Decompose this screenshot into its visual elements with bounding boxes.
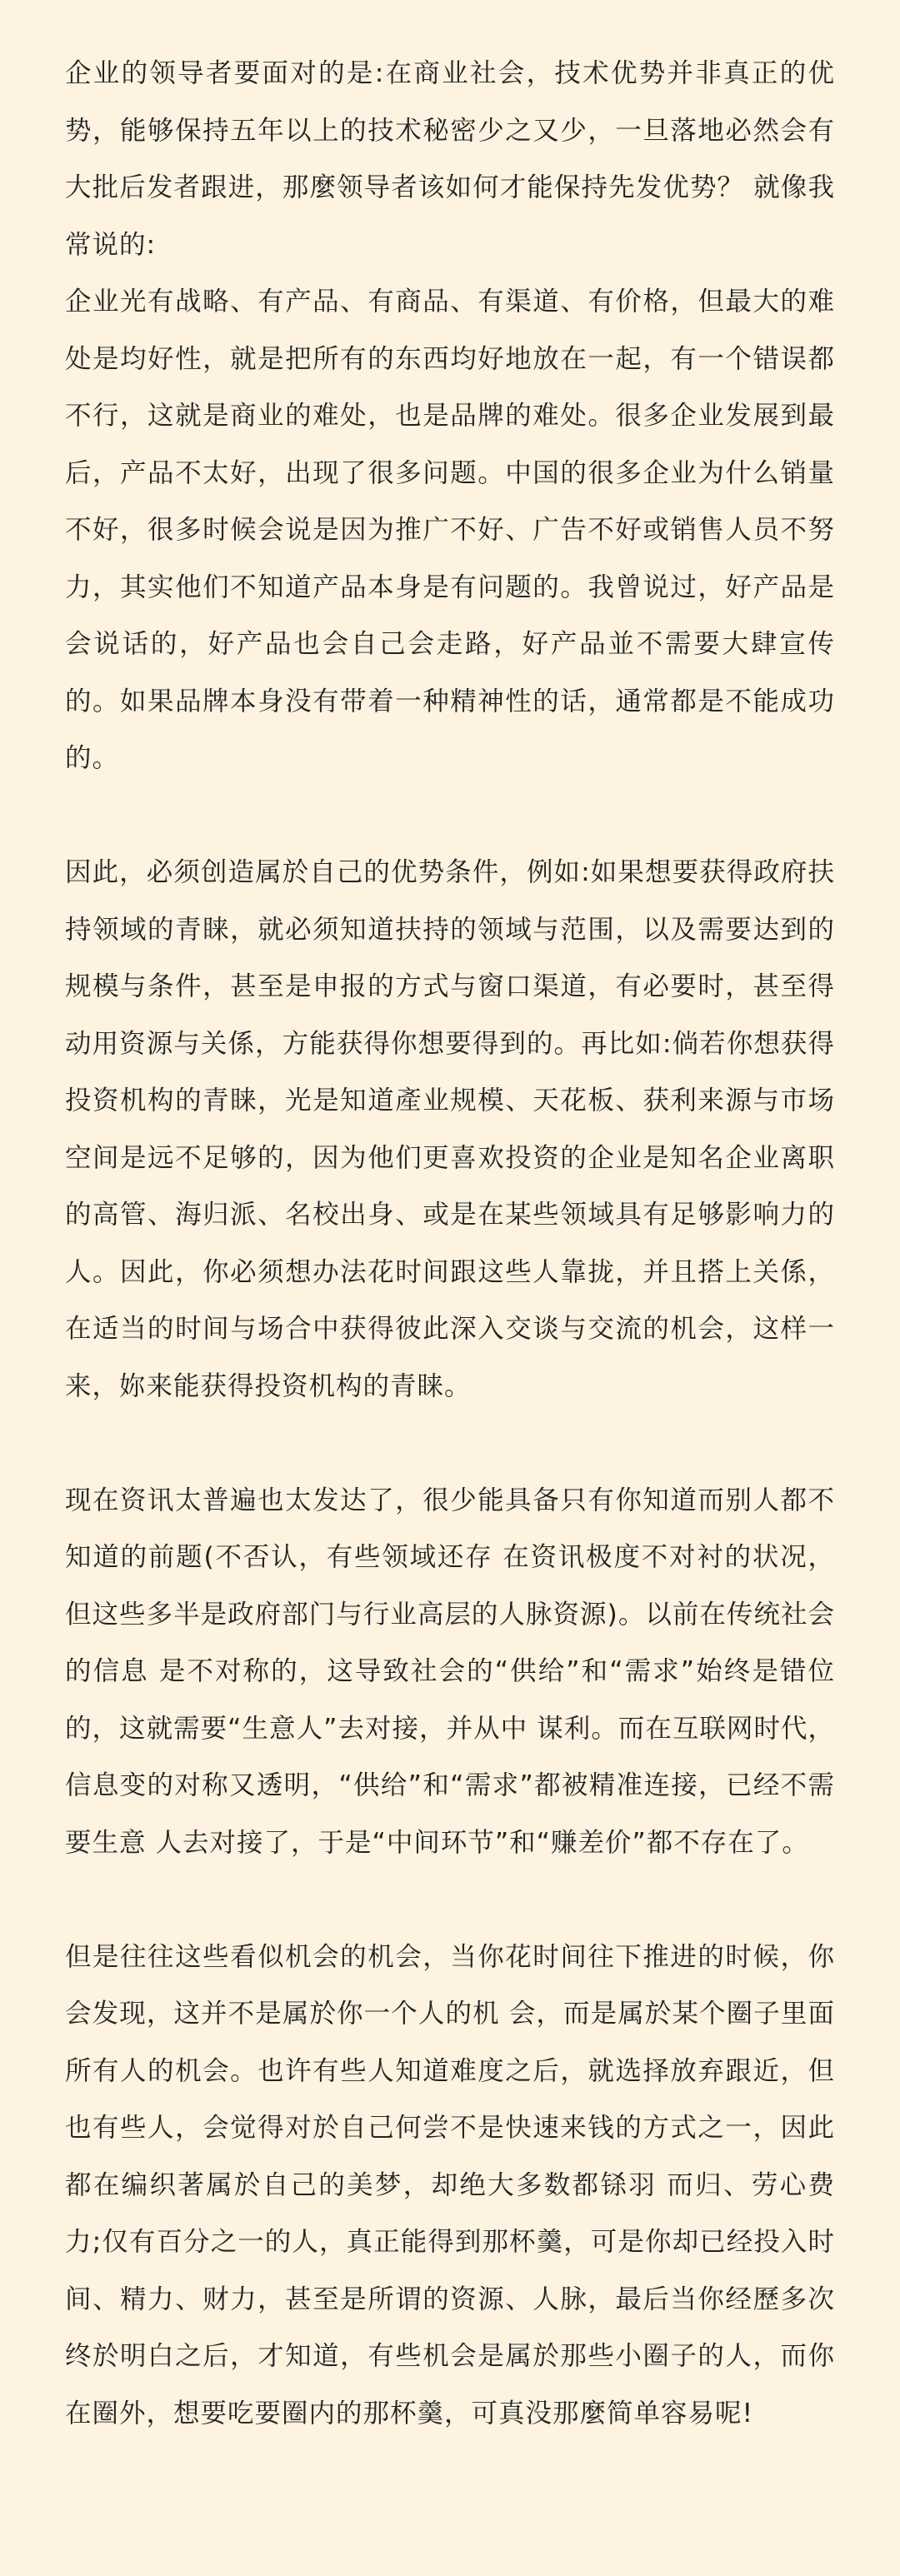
article-paragraph-4: 现在资讯太普遍也太发达了，很少能具备只有你知道而别人都不知道的前题(不否认，有些领域还存 在资讯极度不对衬的状况，但这些多半是政府部门与行业高层的人脉资源)。以前在传统社会的信息 是不对称的，这导致社会的“供给”和“需求”始终是错位的，这就需要“生意人”去对接，并从中 谋利。而在互联网时代，信息变的对称又透明，“供给”和“需求”都被精准连接，已经不需要生意 人去对接了，于是“中间环节”和“赚差价”都不存在了。	[65, 1485, 835, 1858]
article-paragraph-5: 但是往往这些看似机会的机会，当你花时间往下推进的时候，你会发现，这并不是属於你一个人的机 会，而是属於某个圈子里面所有人的机会。也许有些人知道难度之后，就选择放弃跟近，但也有些人，会觉得对於自己何尝不是快速来钱的方式之一，因此都在编织著属於自己的美梦，却绝大多数都铩羽 而归、劳心费力;仅有百分之一的人，真正能得到那杯羹，可是你却已经投入时间、精力、财力，甚至是所谓的资源、人脉，最后当你经歷多次终於明白之后，才知道，有些机会是属於那些小圈子的人，而你在圈外，想要吃要圈内的那杯羹，可真没那麼简单容易呢!	[65, 1941, 835, 2429]
article-paragraph-2: 企业光有战略、有产品、有商品、有渠道、有价格，但最大的难处是均好性，就是把所有的东西均好地放在一起，有一个错误都不行，这就是商业的难处，也是品牌的难处。很多企业发展到最后，产品不太好，出现了很多问题。中国的很多企业为什么销量不好，很多时候会说是因为推广不好、广告不好或销售人员不努力，其实他们不知道产品本身是有问题的。我曾说过，好产品是会说话的，好产品也会自己会走路，好产品並不需要大肆宣传的。如果品牌本身没有带着一种精神性的话，通常都是不能成功的。	[65, 287, 835, 773]
paragraph-spacer	[65, 1871, 835, 1929]
paragraph-spacer	[65, 1415, 835, 1472]
paragraph-spacer	[65, 787, 835, 845]
article-paragraph-3: 因此，必须创造属於自己的优势条件，例如:如果想要获得政府扶持领域的青睐，就必须知道扶持的领域与范围，以及需要达到的规模与条件，甚至是申报的方式与窗口渠道，有必要时，甚至得动用资源与关係，方能获得你想要得到的。再比如:倘若你想获得投资机构的青睐，光是知道產业规模、天花板、获利来源与市场空间是远不足够的，因为他们更喜欢投资的企业是知名企业离职的高管、海归派、名校出身、或是在某些领域具有足够影响力的人。因此，你必须想办法花时间跟这些人靠拢，并且搭上关係，在适当的时间与场合中获得彼此深入交谈与交流的机会，这样一来，妳来能获得投资机构的青睐。	[65, 857, 835, 1401]
article-paragraph-1: 企业的领导者要面对的是:在商业社会，技术优势并非真正的优势，能够保持五年以上的技术秘密少之又少，一旦落地必然会有大批后发者跟进，那麼领导者该如何才能保持先发优势？ 就像我常说的:	[65, 58, 835, 260]
